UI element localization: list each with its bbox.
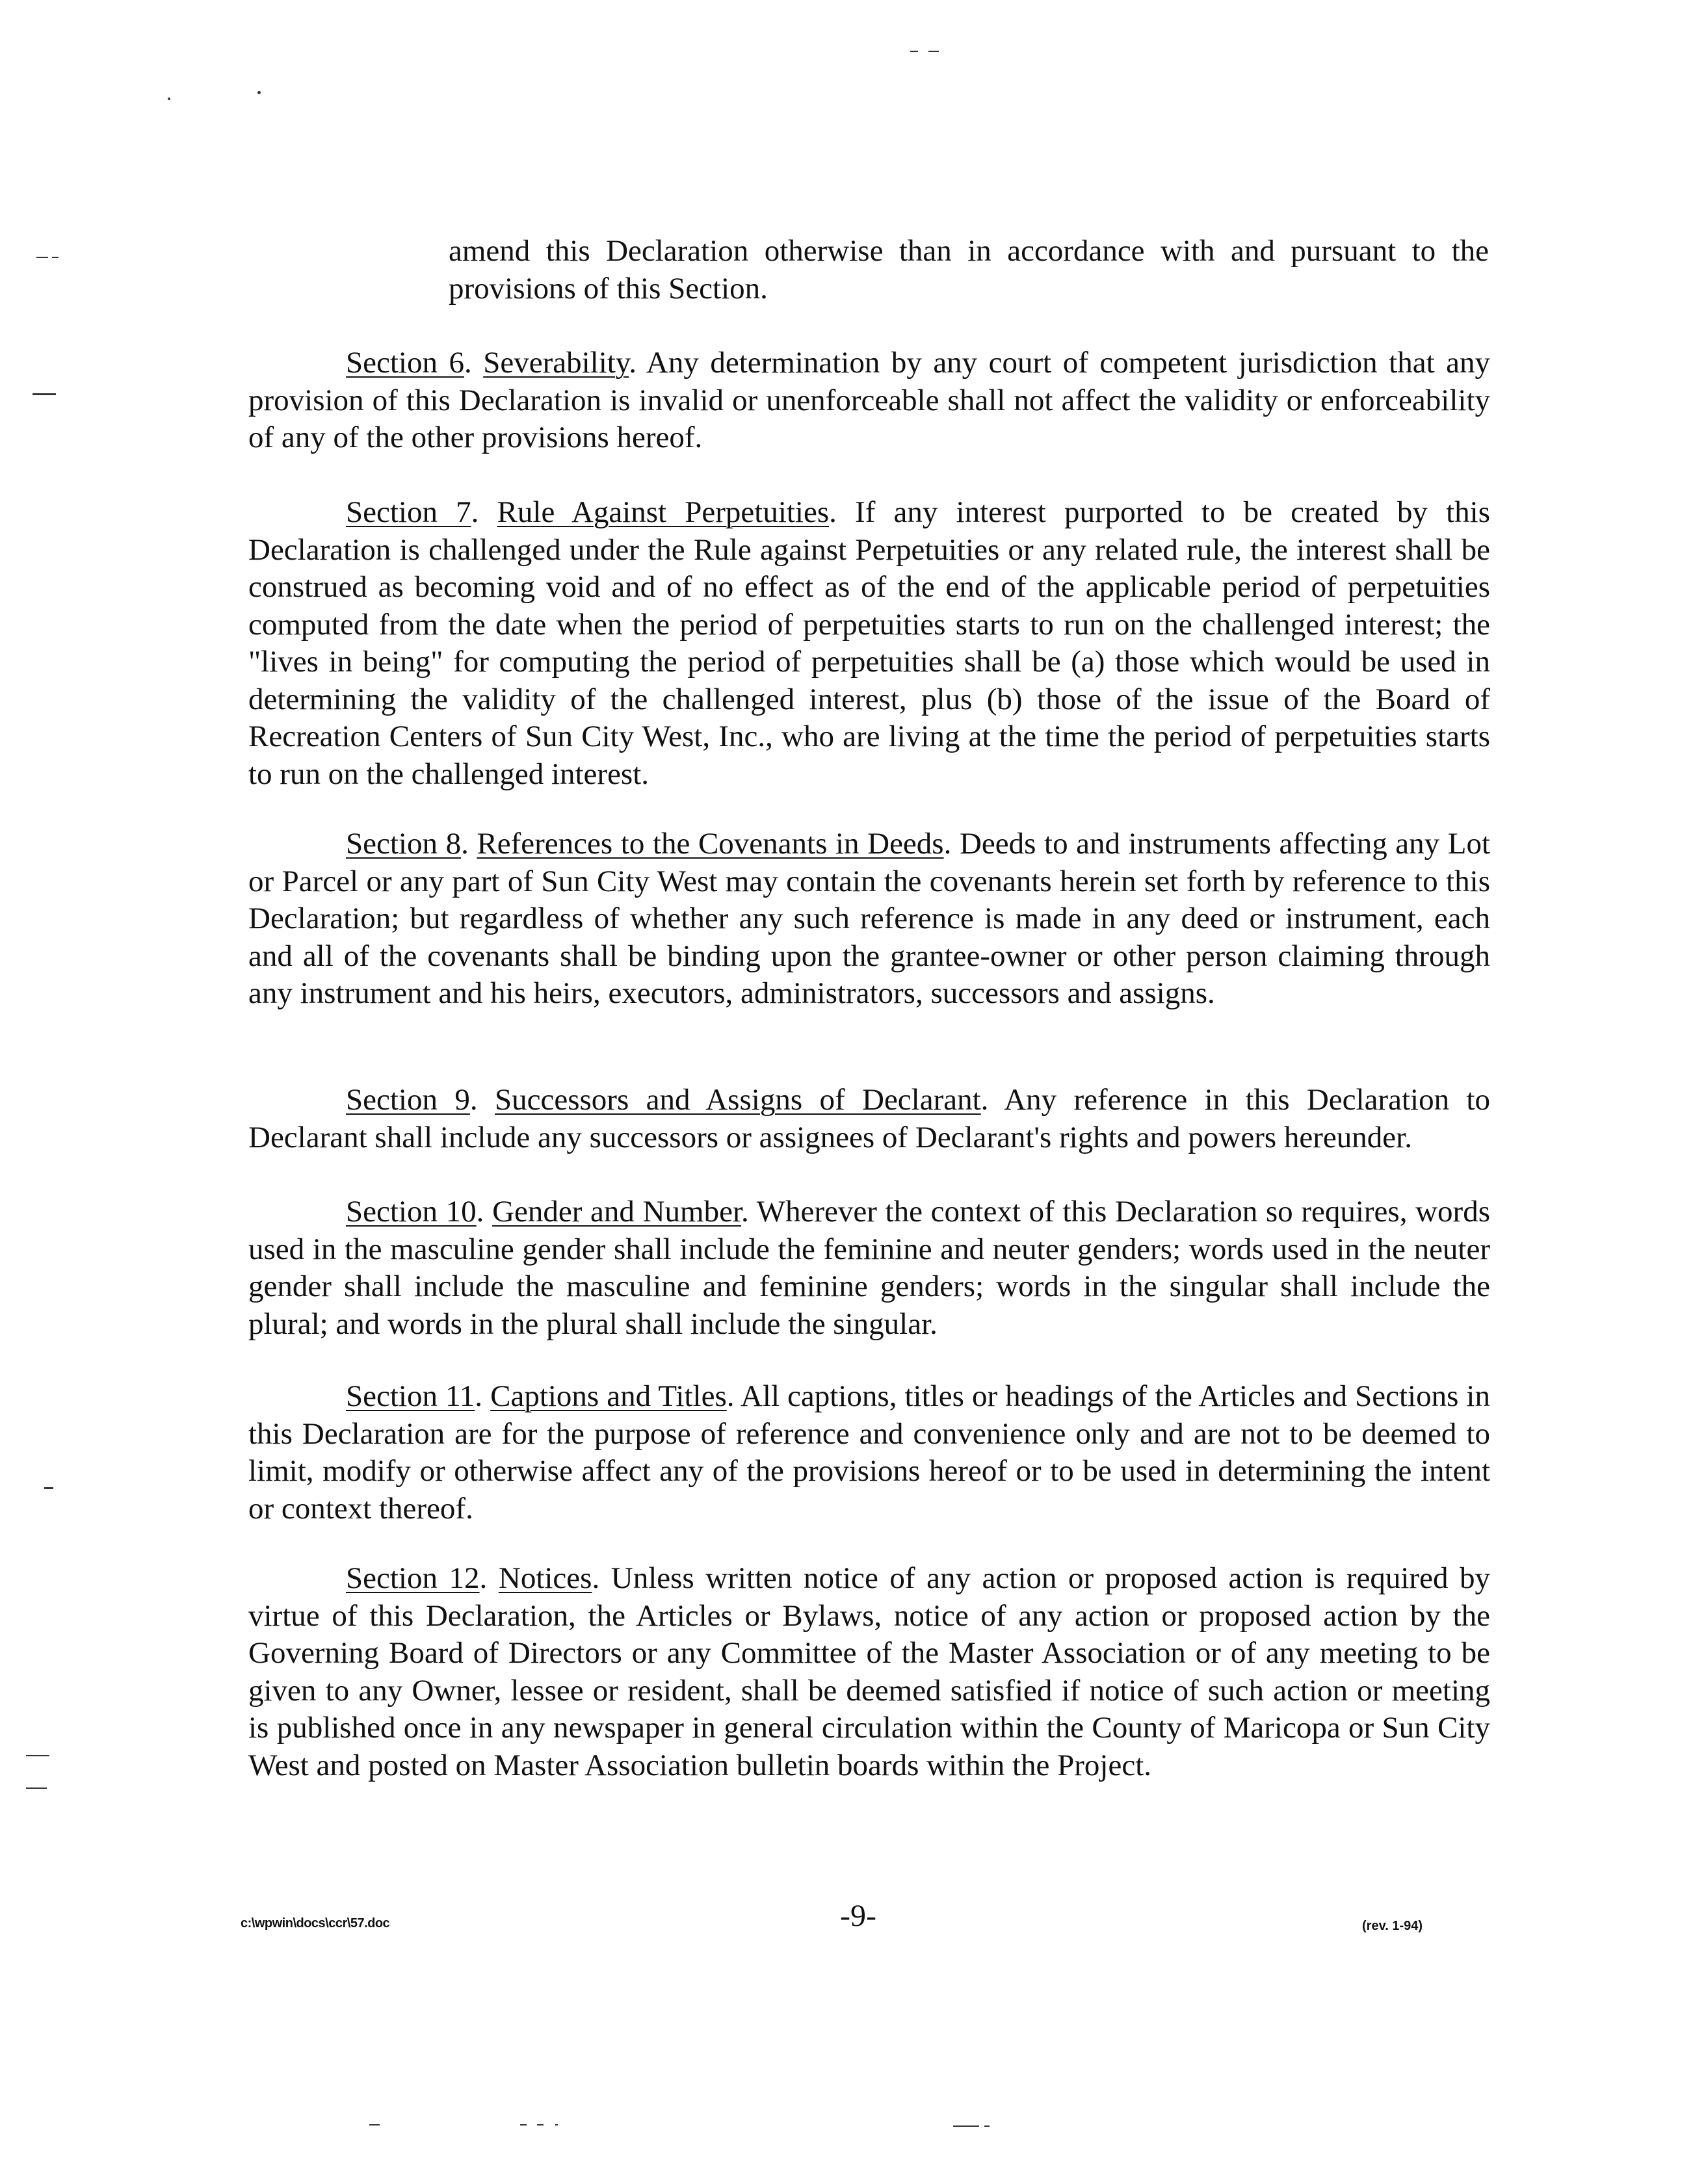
section-7-paragraph: Section 7. Rule Against Perpetuities. If any interest purported to be created by this Declaration is challenged under the Rule against Perpetuities or any related rule, the interest shall be construed as becoming void and of no effect as of the end of the applicable period of perpetuities computed from the date when the period of perpetuities starts to run on the challenged interest; the "lives in being" for computing the period of perpetuities shall be (a) those which would be used in determining the validity of the challenged interest, plus (b) those of the issue of the Board of Recreation Centers of Sun City West, Inc., who are living at the time the period of perpetuities starts to run on the challenged interest. [248, 495, 1490, 791]
section-11-paragraph: Section 11. Captions and Titles. All captions, titles or headings of the Articles and Sections in this Declaration are for the purpose of reference and convenience only and are not to be deemed to limit, modify or otherwise affect any of the provisions hereof or to be used in determining the intent or context thereof. [248, 1379, 1490, 1526]
section-body: Wherever the context of this Declaration so requires, words used in the masculine gender shall include the feminine and neuter genders; words used in the neuter gender shall include the masculine and feminine genders; words in the singular shall include the plural; and words in the plural shall include the singular. [248, 1195, 1490, 1341]
section-body: All captions, titles or headings of the Articles and Sections in this Declaration are for the purpose of reference and convenience only and are not to be deemed to limit, modify or otherwise affect any of the provisions hereof or to be used in determining the intent or context thereof. [248, 1379, 1490, 1526]
section-12-paragraph: Section 12. Notices. Unless written notice of any action or proposed action is required by virtue of this Declaration, the Articles or Bylaws, notice of any action or proposed action by the Governing Board of Directors or any Committee of the Master Association or of any meeting to be given to any Owner, lessee or resident, shall be deemed satisfied if notice of such action or meeting is published once in any newspaper in general circulation within the County of Maricopa or Sun City West and posted on Master Association bulletin boards within the Project. [248, 1561, 1491, 1782]
scan-mark [168, 98, 170, 100]
scan-mark [953, 2126, 979, 2127]
scan-mark [369, 2124, 380, 2126]
scan-mark [44, 1487, 53, 1489]
footer-file-path: c:\wpwin\docs\ccr\57.doc [241, 1916, 390, 1930]
section-body: If any interest purported to be created by this Declaration is challenged under the Rule against Perpetuities or any related rule, the interest shall be construed as becoming void and of no effect as of the end of the applicable period of perpetuities computed from the date when the period of perpetuities starts to run on the challenged interest; the "lives in being" for computing the period of perpetuities shall be (a) those which would be used in determining the validity of the challenged interest, plus (b) those of the issue of the Board of Recreation Centers of Sun City West, Inc., who are living at the time the period of perpetuities starts to run on the challenged interest. [248, 495, 1490, 791]
section-body: Unless written notice of any action or proposed action is required by virtue of this Declaration, the Articles or Bylaws, notice of any action or proposed action by the Governing Board of Directors or any Committee of the Master Association or of any meeting to be given to any Owner, lessee or resident, shall be deemed satisfied if notice of such action or meeting is published once in any newspaper in general circulation within the County of Maricopa or Sun City West and posted on Master Association bulletin boards within the Project. [248, 1561, 1491, 1782]
scan-mark [257, 91, 261, 94]
scan-mark [520, 2124, 527, 2126]
section-title: Captions and Titles [490, 1379, 727, 1413]
scan-mark [52, 257, 59, 258]
scan-mark [910, 51, 918, 52]
section-number: Section 9 [346, 1083, 470, 1117]
section-9-paragraph: Section 9. Successors and Assigns of Declarant. Any reference in this Declaration to Declarant shall include any successors or assignees of Declarant's rights and powers hereunder. [248, 1083, 1490, 1154]
scan-mark [555, 2124, 558, 2126]
section-title: Successors and Assigns of Declarant [494, 1083, 981, 1117]
section-number: Section 11 [346, 1379, 475, 1413]
section-title: Severability [483, 346, 629, 380]
section-title: References to the Covenants in Deeds [477, 827, 944, 861]
scan-mark [26, 1788, 47, 1789]
section-number: Section 6 [346, 346, 464, 380]
section-10-paragraph: Section 10. Gender and Number. Wherever the context of this Declaration so requires, words used in the masculine gender shall include the feminine and neuter genders; words used in the neuter gender shall include the masculine and feminine genders; words in the singular shall include the plural; and words in the plural shall include the singular. [248, 1195, 1490, 1341]
section-number: Section 12 [346, 1561, 480, 1595]
section-number: Section 8 [346, 827, 462, 861]
scan-mark [33, 393, 56, 395]
section-body: Any determination by any court of competent jurisdiction that any provision of this Declaration is invalid or unenforceable shall not affect the validity or enforceability of any of the other provisions hereof. [248, 346, 1490, 454]
scan-mark [36, 257, 48, 258]
section-title: Gender and Number [492, 1195, 742, 1228]
section-title: Rule Against Perpetuities [497, 495, 830, 529]
scan-mark [26, 1755, 49, 1756]
continuation-paragraph: amend this Declaration otherwise than in accordance with and pursuant to the provisions of this Section. [449, 234, 1489, 306]
scan-mark [537, 2124, 544, 2126]
section-8-paragraph: Section 8. References to the Covenants in Deeds. Deeds to and instruments affecting any Lot or Parcel or any part of Sun City West may contain the covenants herein set forth by reference to this Declaration; but regardless of whether any such reference is made in any deed or instrument, each and all of the covenants shall be binding upon the grantee-owner or other person claiming through any instrument and his heirs, executors, administrators, successors and assigns. [248, 827, 1491, 1010]
revision-note: (rev. 1-94) [1362, 1919, 1423, 1933]
section-number: Section 7 [346, 495, 471, 529]
scan-mark [984, 2126, 990, 2127]
section-number: Section 10 [346, 1195, 477, 1228]
section-body: Any reference in this Declaration to Declarant shall include any successors or assignees of Declarant's rights and powers hereunder. [248, 1083, 1490, 1154]
section-body: Deeds to and instruments affecting any Lot or Parcel or any part of Sun City West may contain the covenants herein set forth by reference to this Declaration; but regardless of whether any such reference is made in any deed or instrument, each and all of the covenants shall be binding upon the grantee-owner or other person claiming through any instrument and his heirs, executors, administrators, successors and assigns. [248, 827, 1491, 1010]
section-6-paragraph: Section 6. Severability. Any determination by any court of competent jurisdiction that any provision of this Declaration is invalid or unenforceable shall not affect the validity or enforceability of any of the other provisions hereof. [248, 346, 1490, 454]
scan-mark [928, 51, 939, 52]
page-number: -9- [840, 1899, 876, 1933]
section-title: Notices [498, 1561, 592, 1595]
